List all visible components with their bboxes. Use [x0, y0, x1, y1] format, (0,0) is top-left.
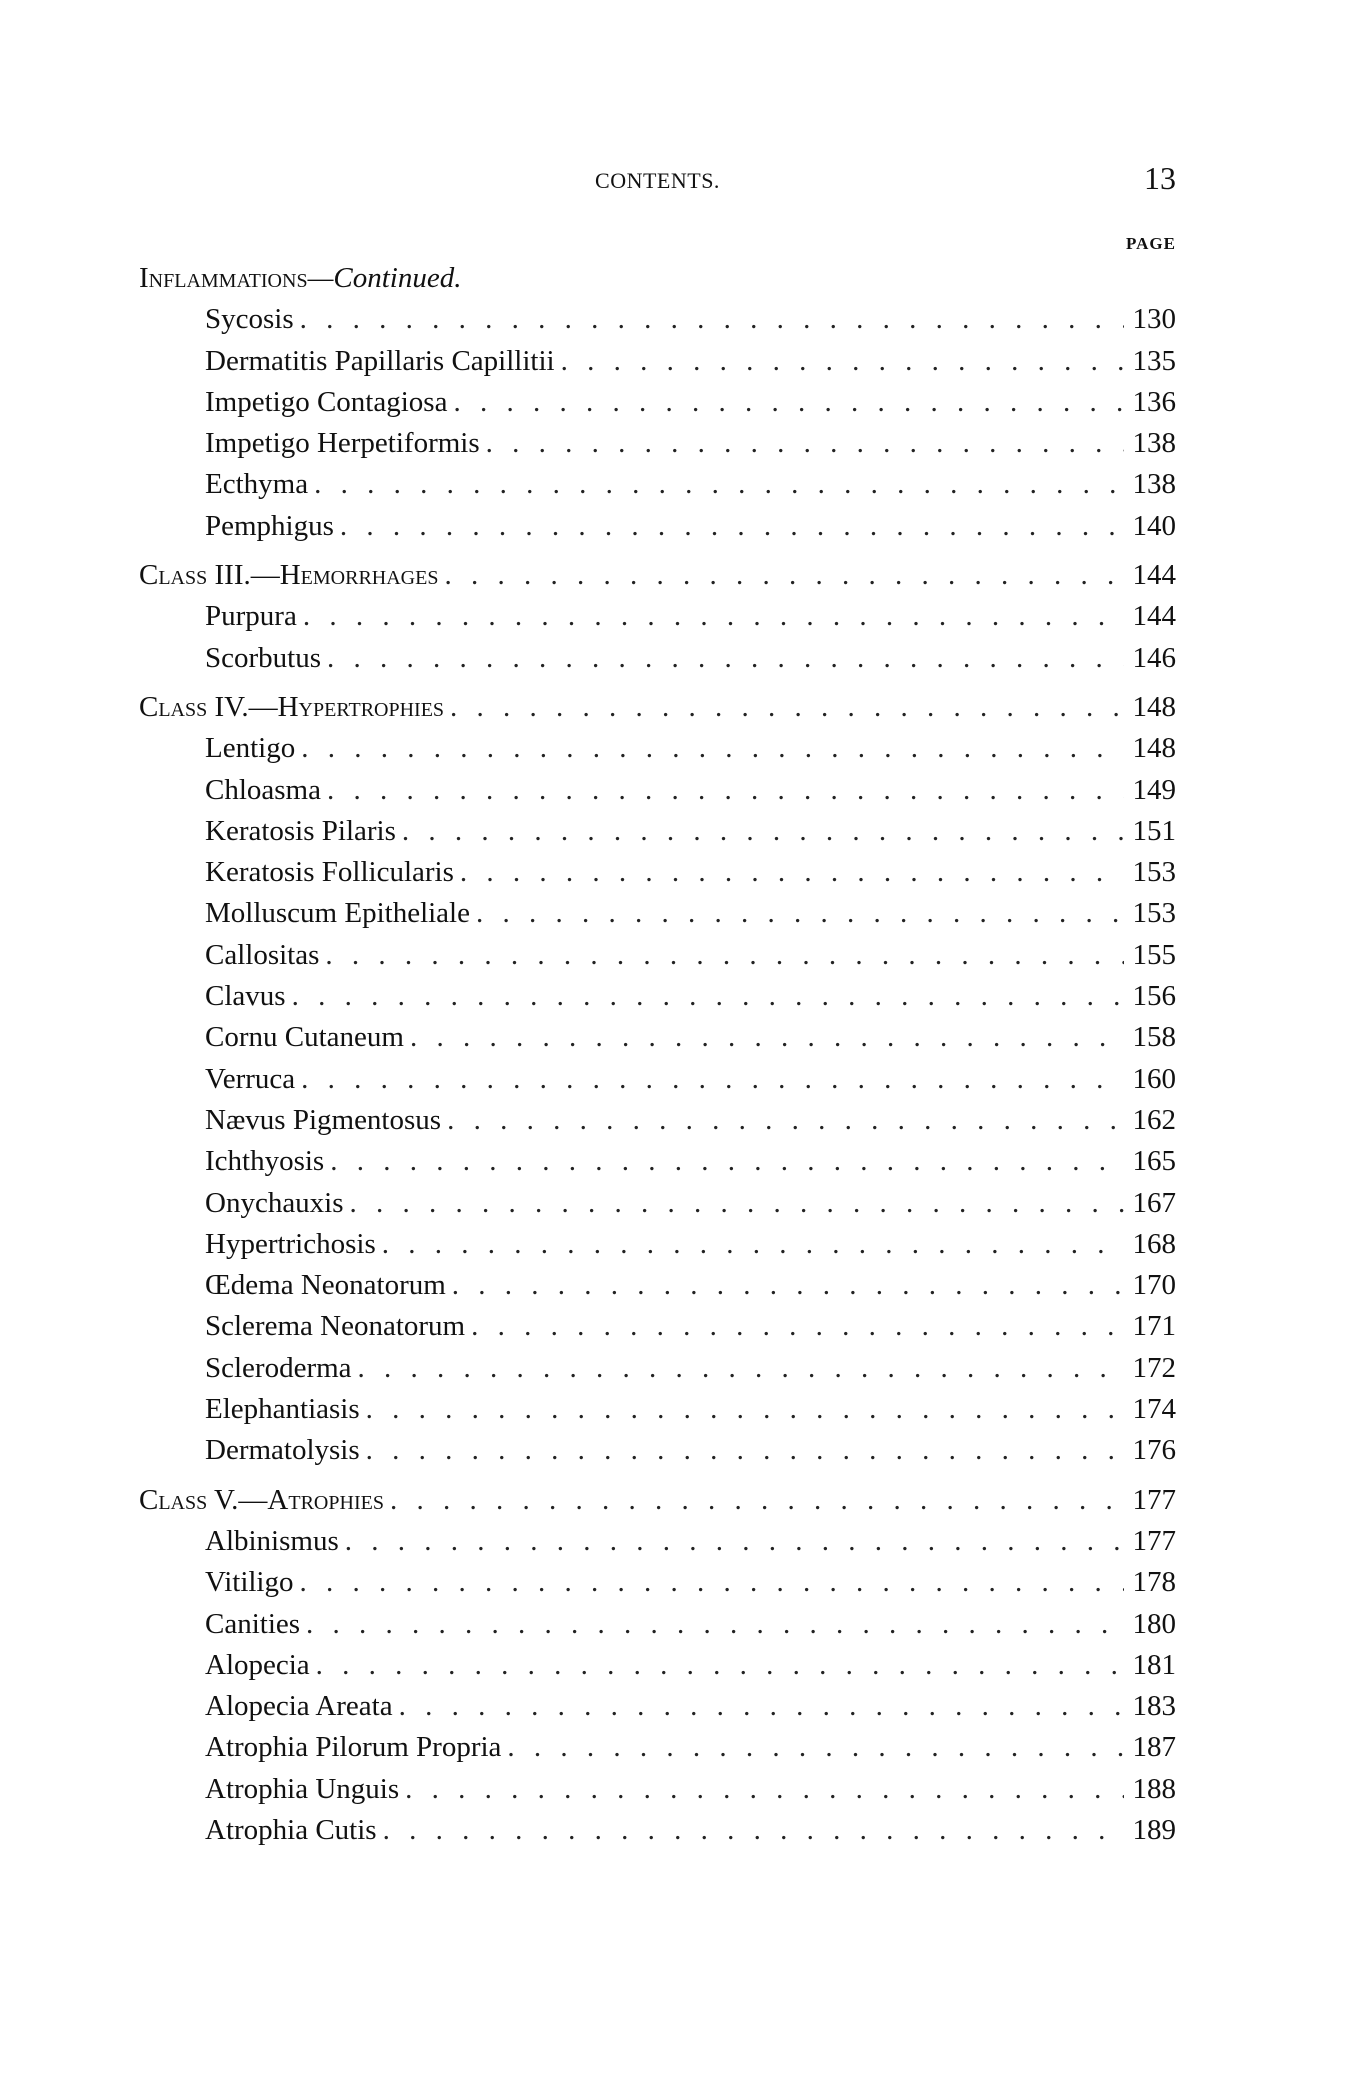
section-title: Inflammations — [139, 262, 308, 294]
toc-entry[interactable] — [139, 732, 1176, 773]
entry-title: Nævus Pigmentosus — [205, 1103, 442, 1136]
section-page: 148 — [1132, 690, 1176, 723]
toc-entry[interactable] — [139, 774, 1176, 815]
entry-title: Scleroderma — [205, 1351, 352, 1384]
dot-leader — [507, 1731, 1124, 1764]
entry-page: 153 — [1132, 856, 1176, 889]
toc-entry[interactable] — [139, 1310, 1176, 1351]
entry-title: Dermatitis Papillaris Capillitii — [205, 344, 555, 377]
section-page: 144 — [1132, 559, 1176, 592]
section-heading — [139, 262, 1176, 303]
dot-leader — [486, 427, 1124, 460]
entry-page: 167 — [1132, 1186, 1176, 1219]
toc-entry[interactable] — [139, 1021, 1176, 1062]
dot-leader — [460, 856, 1124, 889]
dot-leader — [444, 559, 1124, 592]
dot-leader — [366, 1434, 1124, 1467]
toc-entry[interactable] — [139, 1434, 1176, 1475]
entry-page: 180 — [1132, 1607, 1176, 1640]
section-continued: —Continued. — [307, 262, 462, 294]
entry-page: 158 — [1132, 1021, 1176, 1054]
entry-title: Cornu Cutaneum — [205, 1021, 404, 1054]
dot-leader — [471, 1310, 1124, 1343]
entry-title: Atrophia Unguis — [205, 1772, 400, 1805]
entry-page: 135 — [1132, 344, 1176, 377]
dot-leader — [405, 1773, 1124, 1806]
entry-title: Scorbutus — [205, 641, 321, 674]
entry-page: 168 — [1132, 1227, 1176, 1260]
toc-entry[interactable] — [139, 427, 1176, 468]
entry-page: 138 — [1132, 468, 1176, 501]
toc-entry[interactable] — [139, 1690, 1176, 1731]
toc-entry[interactable] — [139, 1063, 1176, 1104]
entry-page: 138 — [1132, 427, 1176, 460]
dot-leader — [447, 1104, 1124, 1137]
toc-entry[interactable] — [139, 345, 1176, 386]
entry-page: 149 — [1132, 773, 1176, 806]
entry-title: Alopecia — [205, 1648, 310, 1681]
entry-page: 165 — [1132, 1145, 1176, 1178]
dot-leader — [366, 1393, 1124, 1426]
toc-entry[interactable] — [139, 386, 1176, 427]
toc-entry[interactable] — [139, 1393, 1176, 1434]
entry-title: Pemphigus — [205, 509, 334, 542]
dot-leader — [450, 691, 1124, 724]
toc-entry[interactable] — [139, 468, 1176, 509]
dot-leader — [402, 815, 1124, 848]
dot-leader — [325, 939, 1124, 972]
toc-entry[interactable] — [139, 1228, 1176, 1269]
entry-page: 136 — [1132, 385, 1176, 418]
toc-entry[interactable] — [139, 642, 1176, 683]
dot-leader — [327, 642, 1124, 675]
dot-leader — [452, 1269, 1124, 1302]
entry-page: 177 — [1132, 1524, 1176, 1557]
dot-leader — [561, 345, 1124, 378]
running-header — [139, 160, 1176, 200]
dot-leader — [330, 1145, 1124, 1178]
entry-page: 170 — [1132, 1269, 1176, 1302]
section-title: Class V.—Atrophies — [139, 1483, 384, 1516]
toc-entry[interactable] — [139, 856, 1176, 897]
dot-leader — [476, 897, 1124, 930]
section-heading — [139, 559, 1176, 600]
toc-entry[interactable] — [139, 1269, 1176, 1310]
entry-title: Keratosis Follicularis — [205, 856, 454, 889]
toc-entry[interactable] — [139, 1814, 1176, 1855]
section-title: Class III.—Hemorrhages — [139, 559, 439, 592]
entry-title: Ichthyosis — [205, 1145, 325, 1178]
entry-title: Albinismus — [205, 1524, 339, 1557]
entry-title: Keratosis Pilaris — [205, 814, 396, 847]
toc-entry[interactable] — [139, 303, 1176, 344]
toc-entry[interactable] — [139, 1649, 1176, 1690]
toc-entry[interactable] — [139, 1104, 1176, 1145]
entry-title: Canities — [205, 1607, 301, 1640]
dot-leader — [316, 1649, 1124, 1682]
toc-entry[interactable] — [139, 1566, 1176, 1607]
entry-page: 174 — [1132, 1393, 1176, 1426]
dot-leader — [345, 1525, 1124, 1558]
page-number: 13 — [1144, 160, 1176, 196]
dot-leader — [327, 774, 1124, 807]
section-title: Class IV.—Hypertrophies — [139, 690, 445, 723]
dot-leader — [340, 510, 1124, 543]
entry-title: Impetigo Contagiosa — [205, 385, 448, 418]
entry-title: Atrophia Cutis — [205, 1813, 377, 1846]
entry-page: 151 — [1132, 814, 1176, 847]
entry-title: Onychauxis — [205, 1186, 344, 1219]
entry-title: Elephantiasis — [205, 1393, 360, 1426]
entry-page: 146 — [1132, 641, 1176, 674]
entry-page: 188 — [1132, 1772, 1176, 1805]
entry-page: 187 — [1132, 1731, 1176, 1764]
dot-leader — [314, 468, 1124, 501]
dot-leader — [453, 386, 1124, 419]
toc-entry[interactable] — [139, 1145, 1176, 1186]
entry-page: 144 — [1132, 600, 1176, 633]
entry-title: Chloasma — [205, 773, 321, 806]
entry-title: Œdema Neonatorum — [205, 1269, 446, 1302]
dot-leader — [350, 1187, 1124, 1220]
toc-entry[interactable] — [139, 1187, 1176, 1228]
toc-entry[interactable] — [139, 600, 1176, 641]
entry-title: Molluscum Epitheliale — [205, 897, 470, 930]
entry-title: Sclerema Neonatorum — [205, 1310, 466, 1343]
entry-page: 189 — [1132, 1813, 1176, 1846]
dot-leader — [300, 1566, 1125, 1599]
entry-title: Impetigo Herpetiformis — [205, 427, 480, 460]
entry-page: 153 — [1132, 897, 1176, 930]
entry-title: Clavus — [205, 980, 286, 1013]
dot-leader — [383, 1814, 1124, 1847]
dot-leader — [358, 1352, 1124, 1385]
entry-title: Hypertrichosis — [205, 1227, 376, 1260]
entry-page: 130 — [1132, 303, 1176, 336]
dot-leader — [300, 303, 1124, 336]
entry-page: 172 — [1132, 1351, 1176, 1384]
toc-entry[interactable] — [139, 1773, 1176, 1814]
dot-leader — [306, 1608, 1124, 1641]
toc-entry[interactable] — [139, 1608, 1176, 1649]
entry-title: Vitiligo — [205, 1566, 294, 1599]
page-column-label: PAGE — [1126, 234, 1176, 253]
section-page: 177 — [1132, 1483, 1176, 1516]
toc-entry[interactable] — [139, 1352, 1176, 1393]
dot-leader — [410, 1021, 1124, 1054]
entry-title: Alopecia Areata — [205, 1690, 393, 1723]
entry-page: 155 — [1132, 938, 1176, 971]
entry-title: Verruca — [205, 1062, 296, 1095]
running-title: CONTENTS. — [595, 168, 720, 193]
dot-leader — [303, 600, 1124, 633]
entry-title: Atrophia Pilorum Propria — [205, 1731, 502, 1764]
entry-page: 148 — [1132, 732, 1176, 765]
entry-page: 162 — [1132, 1103, 1176, 1136]
entry-page: 140 — [1132, 509, 1176, 542]
entry-page: 156 — [1132, 980, 1176, 1013]
entry-page: 176 — [1132, 1434, 1176, 1467]
dot-leader — [301, 1063, 1124, 1096]
toc-entry[interactable] — [139, 1731, 1176, 1772]
entry-title: Sycosis — [205, 303, 294, 336]
entry-title: Callositas — [205, 938, 320, 971]
dot-leader — [399, 1690, 1124, 1723]
toc-entry[interactable] — [139, 980, 1176, 1021]
toc-entry[interactable] — [139, 510, 1176, 551]
dot-leader — [301, 732, 1124, 765]
entry-page: 178 — [1132, 1566, 1176, 1599]
table-of-contents — [139, 262, 1176, 1855]
entry-title: Dermatolysis — [205, 1434, 360, 1467]
dot-leader — [390, 1484, 1124, 1517]
entry-page: 183 — [1132, 1690, 1176, 1723]
toc-entry[interactable] — [139, 1525, 1176, 1566]
entry-title: Lentigo — [205, 732, 296, 765]
entry-title: Ecthyma — [205, 468, 309, 501]
dot-leader — [292, 980, 1124, 1013]
toc-entry[interactable] — [139, 897, 1176, 938]
dot-leader — [382, 1228, 1124, 1261]
section-heading — [139, 1484, 1176, 1525]
entry-title: Purpura — [205, 600, 297, 633]
entry-page: 160 — [1132, 1062, 1176, 1095]
entry-page: 171 — [1132, 1310, 1176, 1343]
toc-entry[interactable] — [139, 815, 1176, 856]
section-heading — [139, 691, 1176, 732]
entry-page: 181 — [1132, 1648, 1176, 1681]
toc-entry[interactable] — [139, 939, 1176, 980]
